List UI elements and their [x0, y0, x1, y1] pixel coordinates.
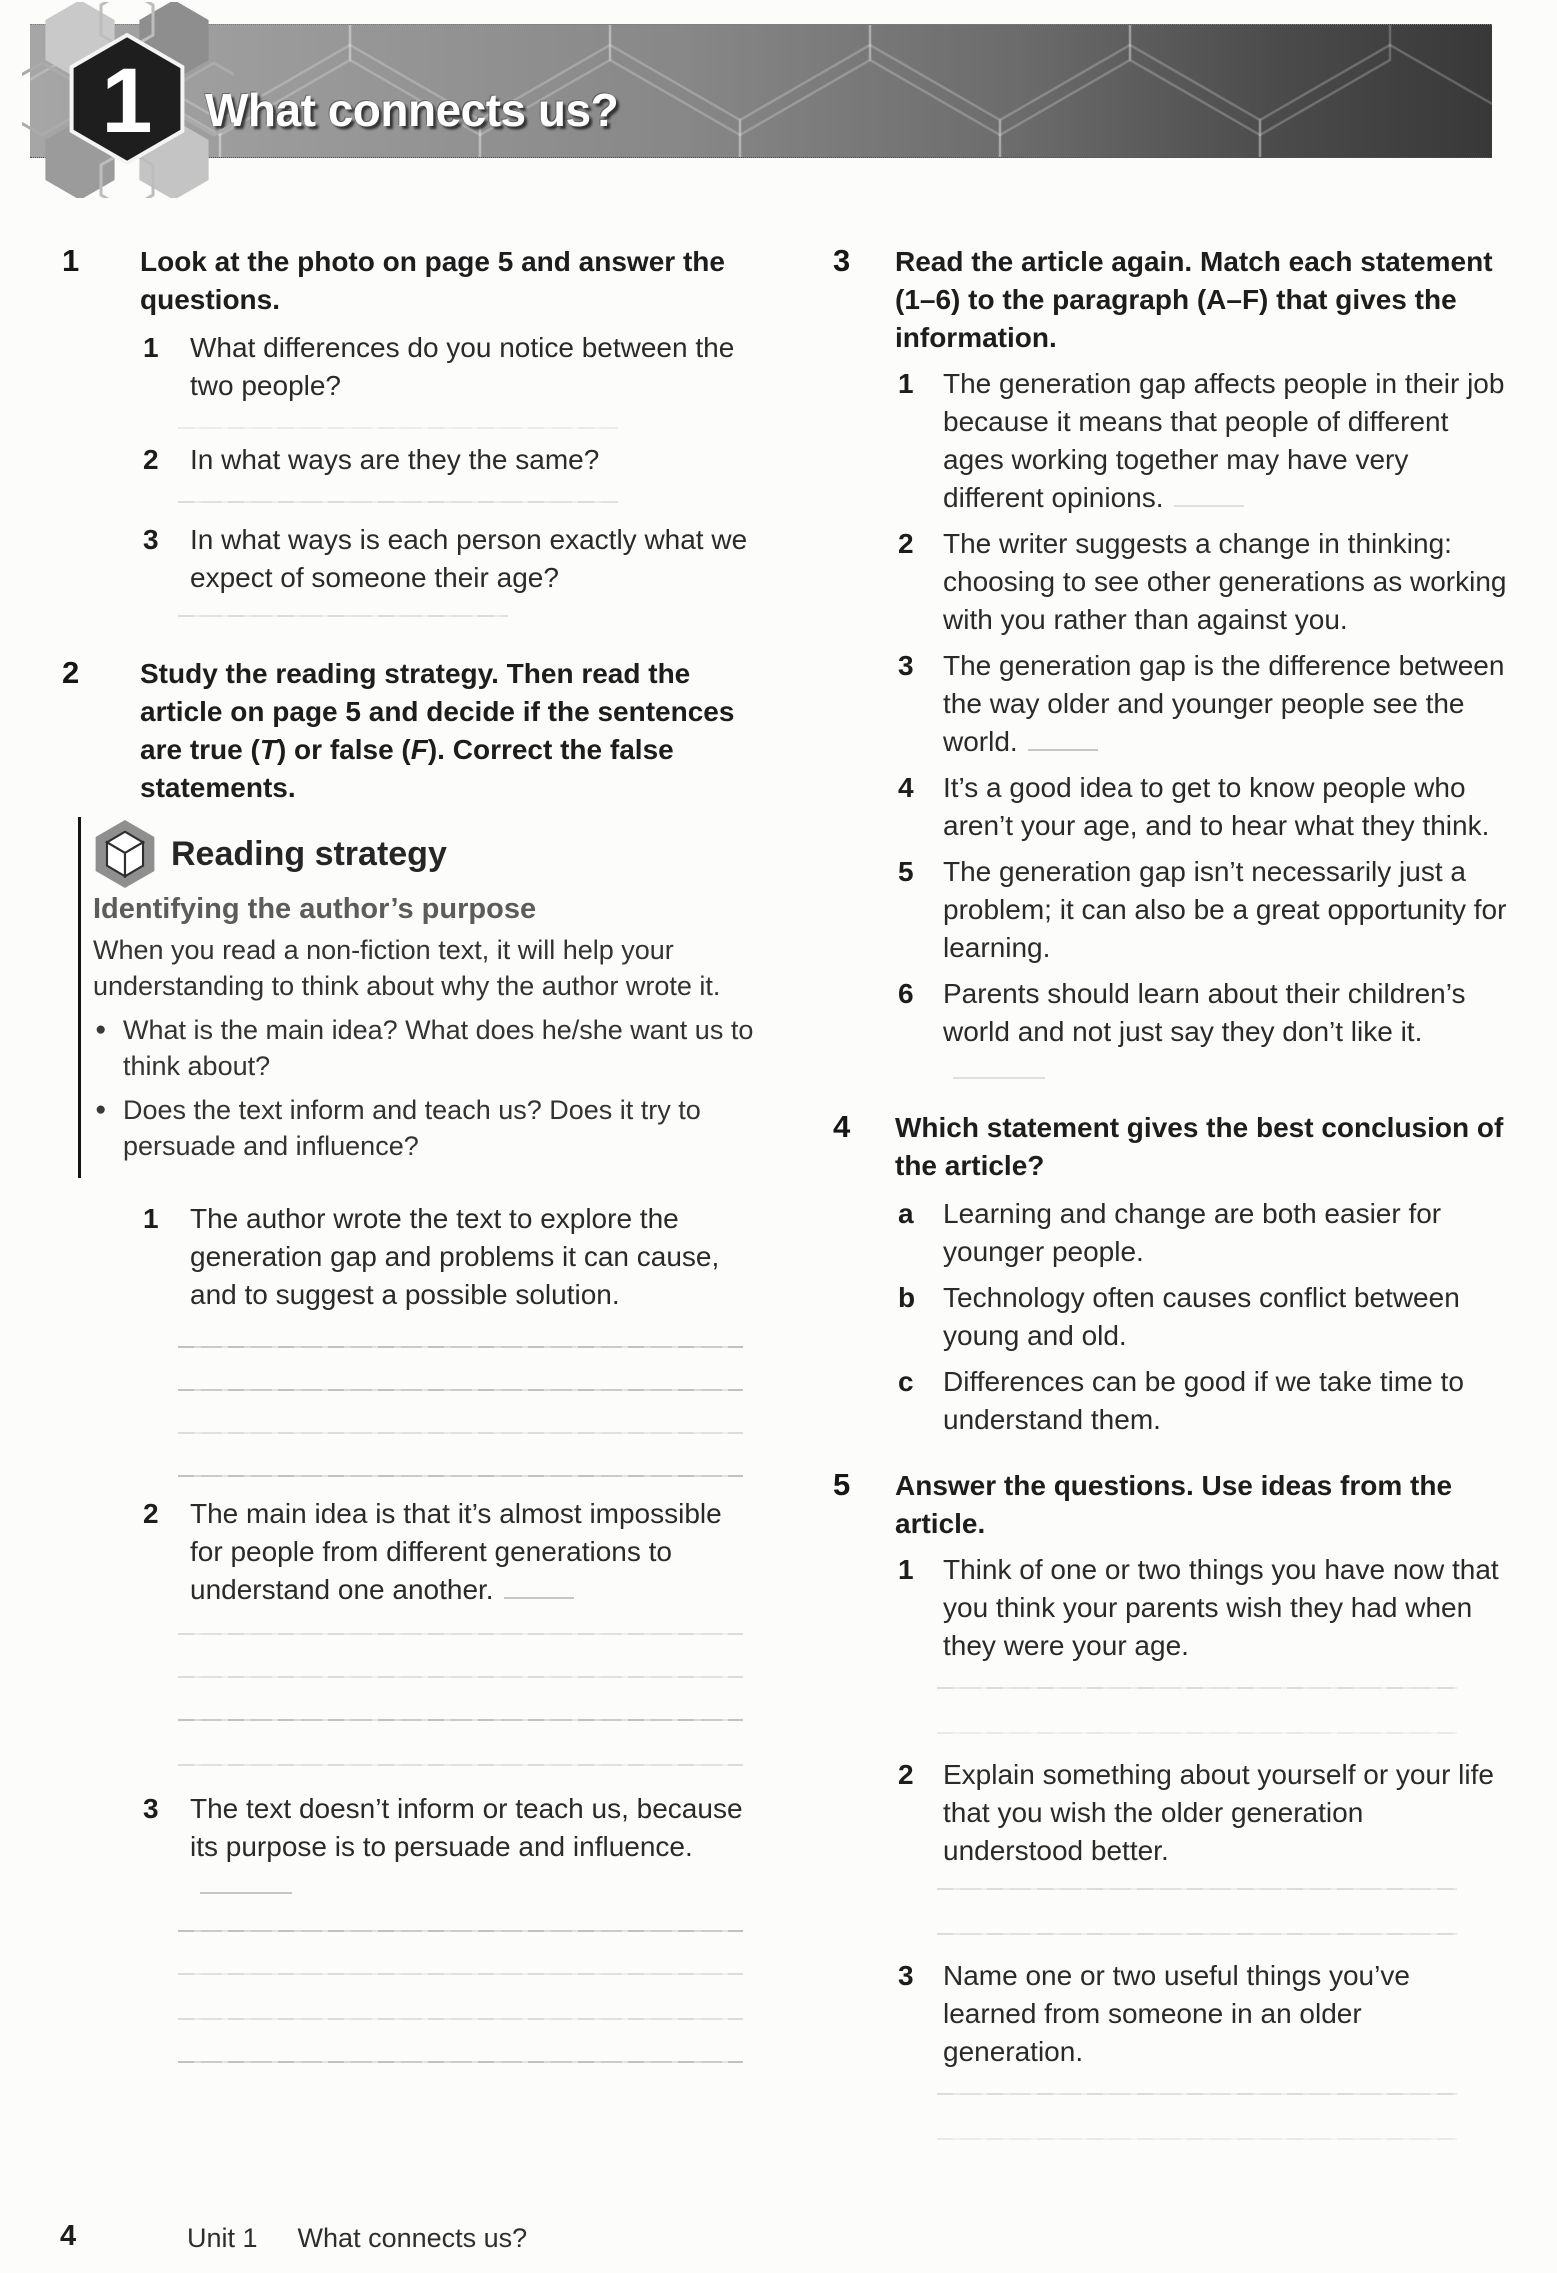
option-item — [895, 1195, 1509, 1271]
statement-text — [943, 647, 1509, 761]
left-column — [62, 243, 762, 2063]
option-text: Learning and change are both easier for younger people. — [943, 1198, 1442, 1267]
question-item — [895, 1756, 1509, 1870]
unit-number: 1 — [101, 50, 153, 152]
exercise-1-number: 1 — [62, 243, 80, 278]
answer-line[interactable] — [178, 1346, 743, 1348]
statement-text — [190, 1790, 762, 1904]
statement-text: The author wrote the text to explore the generation gap and problems it can cause, and to suggest a possible solution. — [190, 1203, 720, 1310]
statement-item — [895, 769, 1509, 845]
strategy-bullet-text: Does the text inform and teach us? Does it try to persuade and influence? — [123, 1095, 701, 1161]
true-variable: T — [259, 734, 277, 765]
exercise-5-instruction: Answer the questions. Use ideas from the article. — [895, 1470, 1453, 1539]
question-item — [140, 521, 762, 597]
strategy-subtitle: Identifying the author’s purpose — [93, 893, 537, 925]
statement-text-content: The generation gap is the difference between the way older and younger people see the world. — [943, 650, 1505, 757]
question-number: 1 — [143, 332, 159, 363]
option-text: Differences can be good if we take time to understand them. — [943, 1366, 1464, 1435]
question-item — [895, 1551, 1509, 1665]
strategy-bullet-text: What is the main idea? What does he/she want us to think about? — [123, 1015, 754, 1081]
footer-unit-label: Unit 1 — [187, 2223, 258, 2253]
statement-item — [895, 853, 1509, 967]
answer-line[interactable] — [178, 615, 508, 617]
question-text: Name one or two useful things you’ve learned from someone in an older generation. — [943, 1960, 1410, 2067]
question-text: What differences do you notice between the two people? — [190, 332, 735, 401]
statement-text: It’s a good idea to get to know people who aren’t your age, and to hear what they think. — [943, 772, 1490, 841]
unit-number-badge — [22, 2, 234, 198]
statement-text: The writer suggests a change in thinking: choosing to see other generations as working with you rather than against you. — [943, 528, 1507, 635]
exercise-3-number: 3 — [833, 243, 851, 278]
statement-text-content: Parents should learn about their children’s world and not just say they don’t like it. — [943, 978, 1466, 1047]
answer-line[interactable] — [178, 1633, 743, 1635]
instruction-part: ). Correct the false statements. — [140, 734, 674, 803]
matching-blank[interactable] — [1028, 746, 1098, 751]
statement-number: 2 — [898, 528, 914, 559]
strategy-bullet-item — [93, 1012, 762, 1084]
statement-text — [943, 975, 1509, 1089]
statement-number: 6 — [898, 978, 914, 1009]
question-item — [895, 1957, 1509, 2071]
statement-blank[interactable] — [200, 1889, 292, 1894]
exercise-4 — [833, 1109, 1509, 1439]
answer-line[interactable] — [937, 1933, 1457, 1935]
cube-hexagon-icon — [93, 819, 157, 889]
option-item — [895, 1279, 1509, 1355]
exercise-4-instruction: Which statement gives the best conclusion of the article? — [895, 1112, 1504, 1181]
footer-unit-info — [187, 2223, 527, 2254]
bullet-icon: ● — [95, 1099, 107, 1120]
answer-line[interactable] — [178, 1389, 743, 1391]
exercise-3 — [833, 243, 1509, 1089]
question-number: 2 — [143, 444, 159, 475]
question-text: In what ways is each person exactly what we expect of someone their age? — [190, 524, 748, 593]
question-number: 2 — [898, 1759, 914, 1790]
statement-text-content: The text doesn’t inform or teach us, because its purpose is to persuade and influence. — [190, 1793, 743, 1862]
false-variable: F — [410, 734, 428, 765]
question-number: 1 — [898, 1554, 914, 1585]
answer-line[interactable] — [178, 2061, 743, 2063]
answer-line[interactable] — [178, 501, 618, 503]
answer-line[interactable] — [937, 1888, 1457, 1890]
statement-text-content: The main idea is that it’s almost impossible for people from different generations to understand one another. — [190, 1498, 722, 1605]
exercise-2-number: 2 — [62, 655, 80, 690]
statement-item — [140, 1495, 762, 1609]
statement-item — [140, 1790, 762, 1904]
answer-line[interactable] — [178, 1764, 743, 1766]
bullet-icon: ● — [95, 1019, 107, 1040]
strategy-title: Reading strategy — [171, 834, 447, 873]
answer-line[interactable] — [937, 1732, 1457, 1734]
exercise-5-number: 5 — [833, 1467, 851, 1502]
exercise-4-number: 4 — [833, 1109, 851, 1144]
answer-line[interactable] — [178, 1676, 743, 1678]
answer-line[interactable] — [178, 1475, 743, 1477]
statement-number: 3 — [143, 1793, 159, 1824]
question-item — [140, 329, 762, 405]
strategy-intro: When you read a non-fiction text, it will help your understanding to think about why the author wrote it. — [93, 935, 721, 1001]
footer-unit-title: What connects us? — [297, 2223, 528, 2253]
statement-item — [895, 975, 1509, 1089]
answer-line[interactable] — [178, 2018, 743, 2020]
statement-text — [190, 1495, 762, 1609]
answer-line[interactable] — [937, 2138, 1457, 2140]
answer-line[interactable] — [178, 1930, 743, 1932]
question-text: Think of one or two things you have now that you think your parents wish they had when they were your age. — [943, 1554, 1499, 1661]
strategy-bullet-item — [93, 1092, 762, 1164]
instruction-part: Study the reading strategy. Then read the article on page 5 and decide if the sentences are true ( — [140, 658, 735, 765]
answer-line[interactable] — [178, 1973, 743, 1975]
option-letter: c — [898, 1366, 914, 1397]
option-text: Technology often causes conflict between young and old. — [943, 1282, 1460, 1351]
question-number: 3 — [143, 524, 159, 555]
reading-strategy-box — [78, 817, 762, 1178]
statement-number: 2 — [143, 1498, 159, 1529]
matching-blank[interactable] — [953, 1074, 1045, 1079]
statement-text — [943, 365, 1509, 517]
option-letter: a — [898, 1198, 914, 1229]
statement-item — [895, 647, 1509, 761]
instruction-part: ) or false ( — [276, 734, 411, 765]
exercise-5 — [833, 1467, 1509, 2140]
statement-item — [895, 525, 1509, 639]
statement-number: 5 — [898, 856, 914, 887]
exercise-1 — [62, 243, 762, 617]
question-text: In what ways are they the same? — [190, 444, 600, 475]
answer-line[interactable] — [178, 1719, 743, 1721]
matching-blank[interactable] — [1174, 502, 1244, 507]
option-letter: b — [898, 1282, 916, 1313]
statement-item — [895, 365, 1509, 517]
answer-line[interactable] — [178, 427, 618, 429]
statement-blank[interactable] — [504, 1594, 574, 1599]
statement-text: The generation gap isn’t necessarily just a problem; it can also be a great opportunity for learning. — [943, 856, 1507, 963]
statement-item — [140, 1200, 762, 1314]
unit-banner — [30, 24, 1492, 158]
right-column — [833, 243, 1509, 2140]
option-item — [895, 1363, 1509, 1439]
exercise-2-instruction — [140, 655, 762, 807]
answer-line[interactable] — [178, 1432, 743, 1434]
statement-number: 4 — [898, 772, 914, 803]
question-number: 3 — [898, 1960, 914, 1991]
statement-number: 3 — [898, 650, 914, 681]
question-text: Explain something about yourself or your life that you wish the older generation understood better. — [943, 1759, 1494, 1866]
exercise-1-instruction: Look at the photo on page 5 and answer the questions. — [140, 246, 725, 315]
answer-line[interactable] — [937, 1687, 1457, 1689]
exercise-3-instruction: Read the article again. Match each statement (1–6) to the paragraph (A–F) that gives the information. — [895, 246, 1493, 353]
statement-text-content: The generation gap affects people in their job because it means that people of different ages working together may have very different opinions. — [943, 368, 1505, 513]
statement-number: 1 — [898, 368, 914, 399]
unit-title: What connects us? — [205, 84, 619, 136]
answer-line[interactable] — [937, 2093, 1457, 2095]
statement-number: 1 — [143, 1203, 159, 1234]
exercise-2 — [62, 655, 762, 2063]
footer-page-number: 4 — [60, 2220, 77, 2252]
question-item — [140, 441, 762, 479]
